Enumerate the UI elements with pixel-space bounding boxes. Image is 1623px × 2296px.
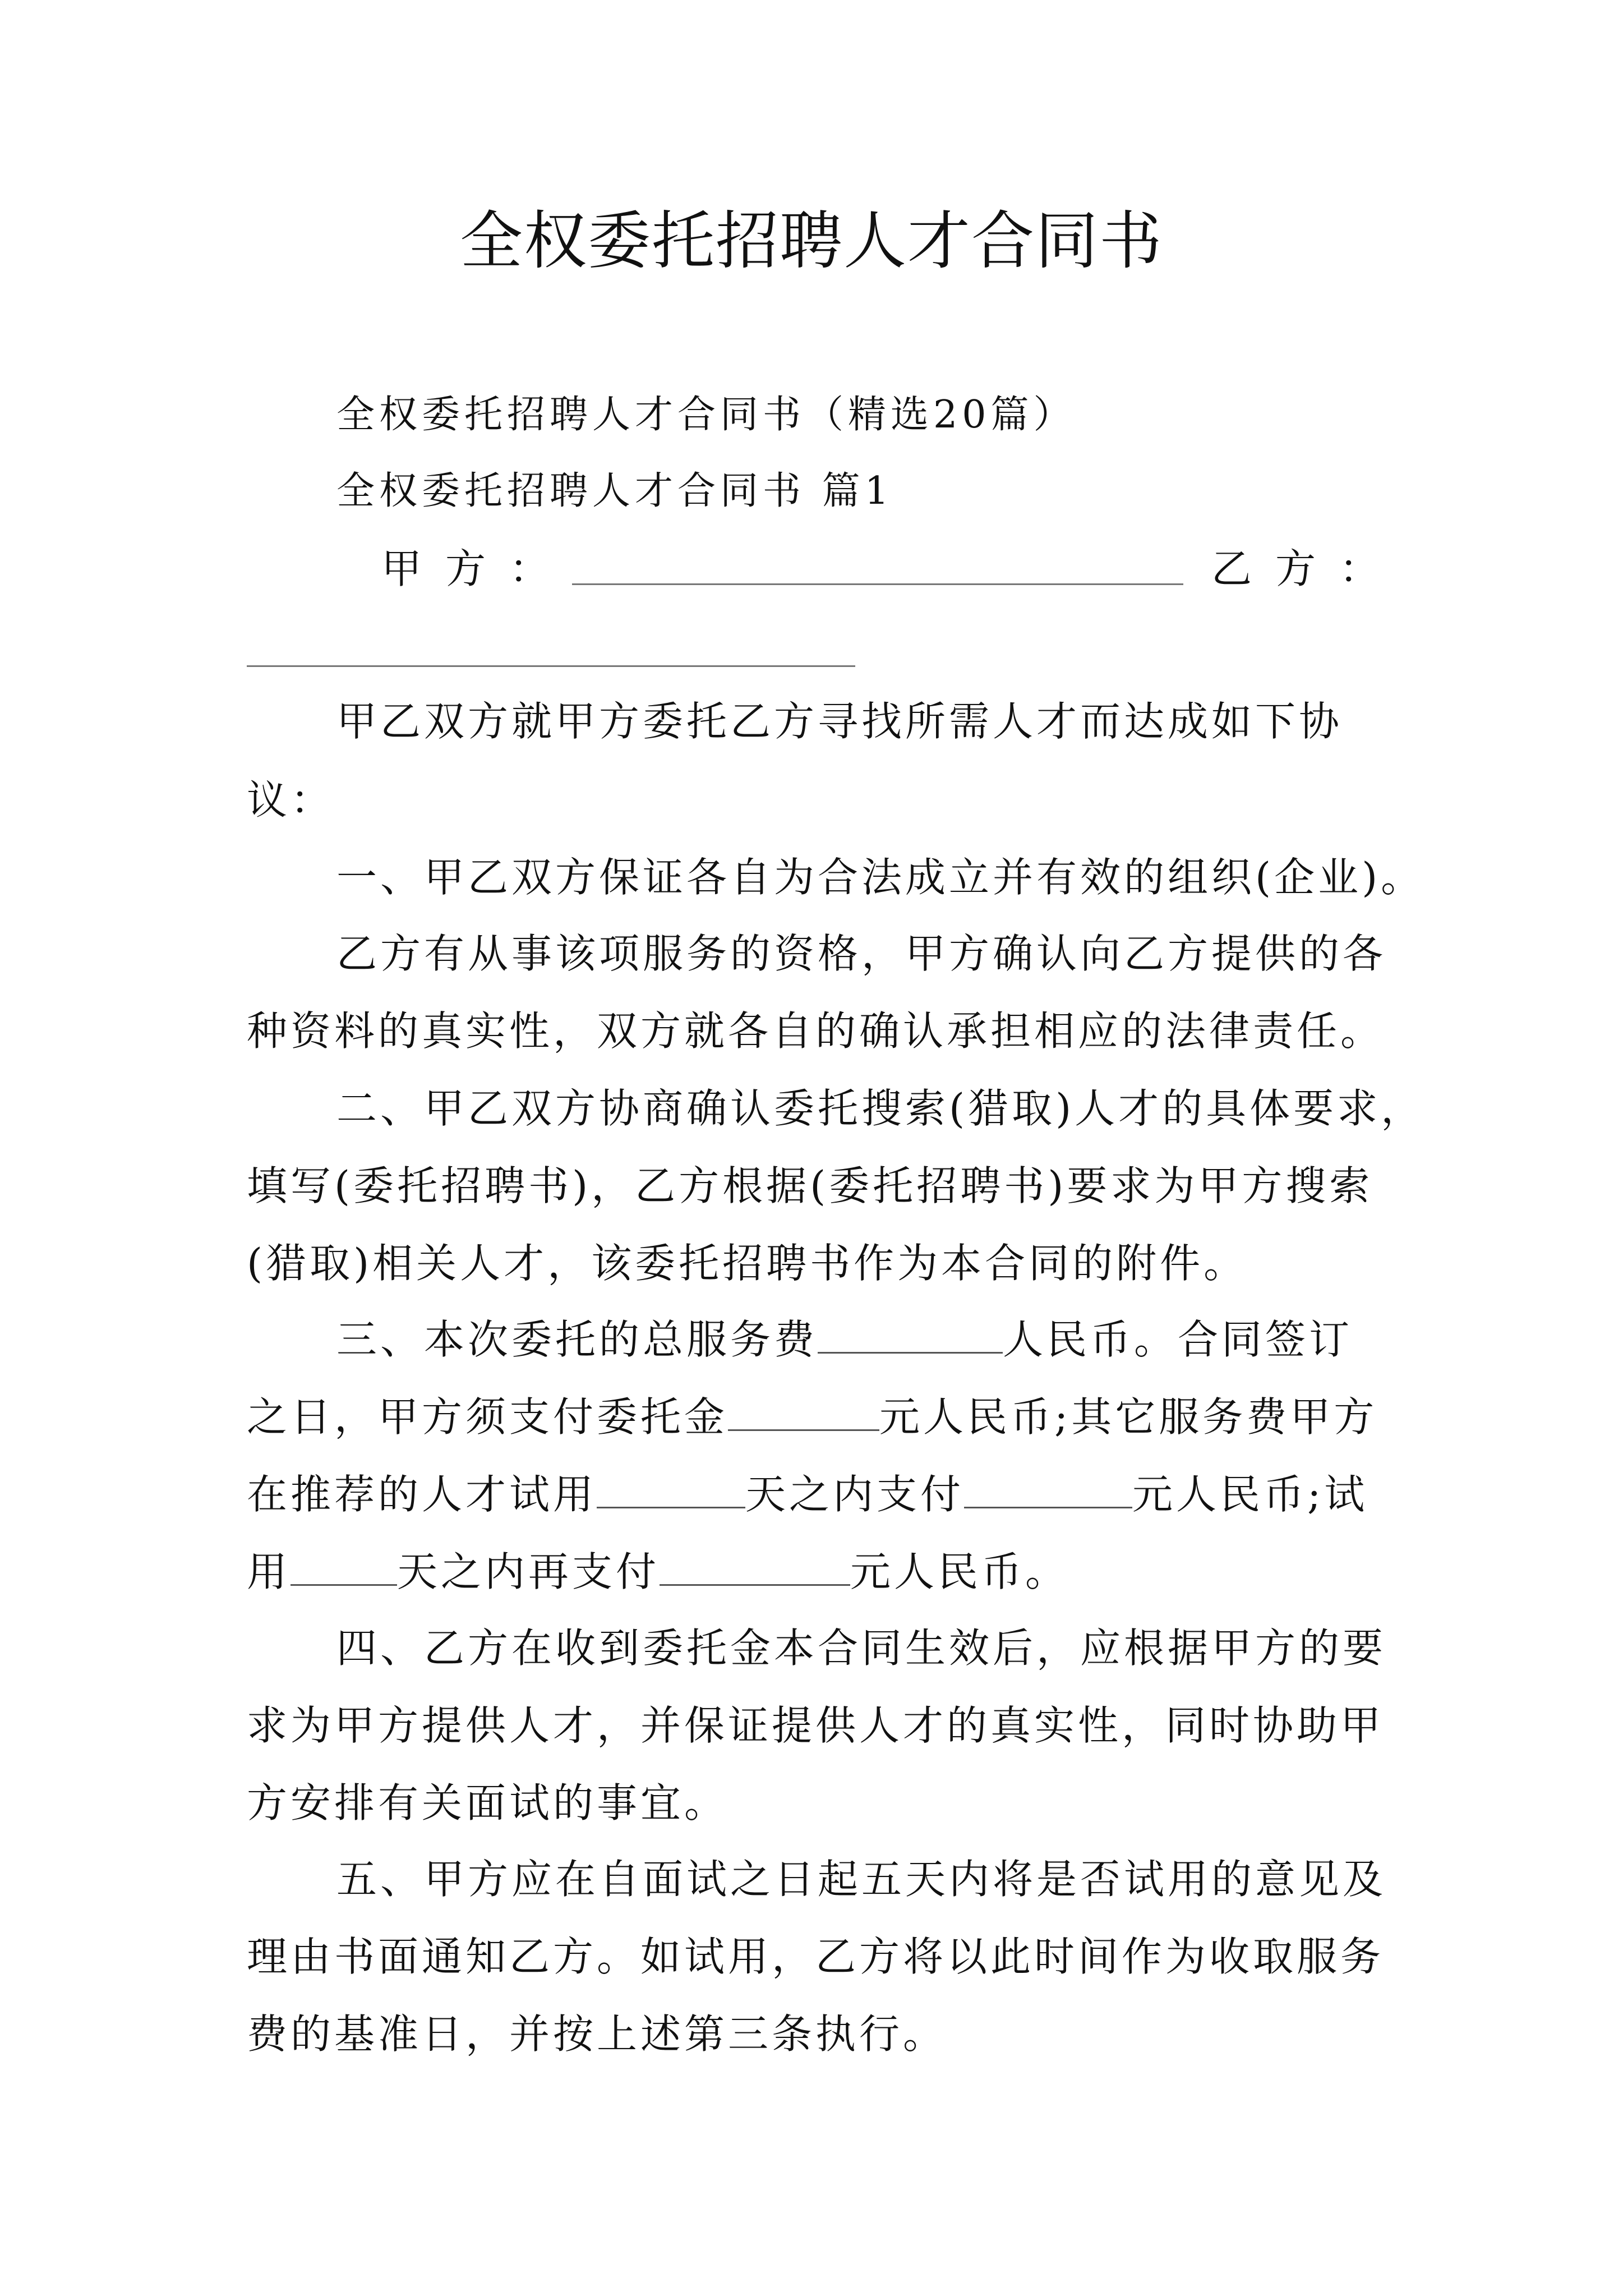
clause-5-line: 费的基准日，并按上述第三条执行。 (247, 2010, 947, 2058)
clause-3-text: 三、本次委托的总服务费 (336, 1316, 818, 1363)
clause-3-text: 天之内支付 (745, 1471, 965, 1518)
paragraph-line: 甲乙双方就甲方委托乙方寻找所需人才而达成如下协 (336, 698, 1343, 745)
clause-3-text: 之日，甲方须支付委托金 (247, 1393, 728, 1441)
clause-3-line (247, 1467, 1368, 1521)
paragraph-line: 议： (247, 776, 335, 823)
clause-2-line: 二、甲乙双方协商确认委托搜索(猎取)人才的具体要求， (336, 1085, 1425, 1132)
clause-4-line: 求为甲方提供人才，并保证提供人才的真实性，同时协助甲 (247, 1702, 1385, 1749)
clause-3-line (247, 1390, 1377, 1444)
document-title: 全权委托招聘人才合同书 (460, 205, 1163, 278)
clause-3-text: 元人民币。 (850, 1548, 1069, 1595)
final-days-blank (291, 1547, 397, 1586)
trial-days-blank (597, 1470, 745, 1508)
chapter-heading: 全权委托招聘人才合同书 篇1 (336, 469, 893, 513)
party-a-label: 甲方： (381, 545, 574, 592)
party-b-blank (247, 665, 855, 667)
clause-4-line: 方安排有关面试的事宜。 (247, 1779, 728, 1826)
party-a-blank (572, 583, 1183, 585)
clause-2-line: (猎取)相关人才，该委托招聘书作为本合同的附件。 (247, 1240, 1248, 1287)
collection-heading: 全权委托招聘人才合同书（精选20篇） (336, 393, 1076, 437)
final-payment-blank (660, 1547, 850, 1586)
clause-3-text: 人民币。合同签订 (1003, 1316, 1353, 1363)
party-b-label: 乙方： (1211, 545, 1404, 592)
clause-2-line: 填写(委托招聘书)，乙方根据(委托招聘书)要求为甲方搜索 (247, 1162, 1373, 1209)
clause-3-text: 在推荐的人才试用 (247, 1471, 597, 1518)
clause-3-line (336, 1313, 1353, 1366)
deposit-blank (728, 1392, 879, 1431)
clause-1-line: 一、甲乙双方保证各自为合法成立并有效的组织(企业)。 (336, 854, 1425, 901)
total-fee-blank (818, 1315, 1003, 1354)
clause-3-text: 元人民币;其它服务费甲方 (879, 1393, 1378, 1441)
clause-3-text: 天之内再支付 (397, 1548, 660, 1595)
clause-3-line (247, 1545, 1069, 1599)
clause-3-text: 用 (247, 1548, 291, 1595)
clause-4-line: 四、乙方在收到委托金本合同生效后，应根据甲方的要 (336, 1625, 1387, 1672)
clause-5-line: 五、甲方应在自面试之日起五天内将是否试用的意见及 (336, 1856, 1387, 1903)
clause-3-text: 元人民币;试 (1132, 1471, 1368, 1518)
clause-5-line: 理由书面通知乙方。如试用，乙方将以此时间作为收取服务 (247, 1933, 1385, 1980)
paragraph-line: 乙方有从事该项服务的资格，甲方确认向乙方提供的各 (336, 930, 1387, 977)
trial-payment-blank (964, 1470, 1132, 1508)
paragraph-line: 种资料的真实性，双方就各自的确认承担相应的法律责任。 (247, 1007, 1385, 1055)
